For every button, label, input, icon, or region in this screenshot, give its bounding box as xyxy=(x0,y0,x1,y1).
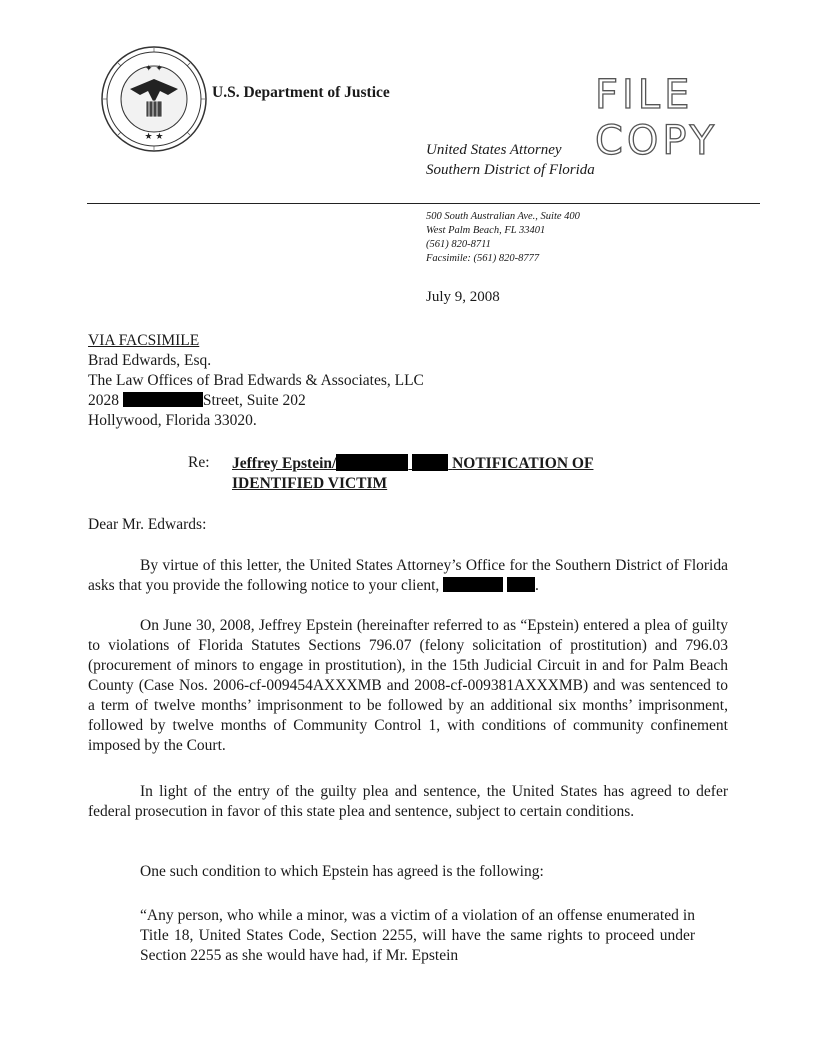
file-copy-stamp: FILE COPY xyxy=(595,72,719,164)
recipient-firm: The Law Offices of Brad Edwards & Associates, LLC xyxy=(88,372,424,389)
paragraph-3 xyxy=(88,782,728,822)
recipient-city: Hollywood, Florida 33020. xyxy=(88,412,257,429)
redaction-bar xyxy=(123,392,203,407)
re-subject-notice: NOTIFICATION OF xyxy=(452,455,594,472)
address-street: 500 South Australian Ave., Suite 400 xyxy=(426,211,580,222)
office-title: United States Attorney xyxy=(426,142,562,158)
paragraph-4-text: One such condition to which Epstein has agreed is the following: xyxy=(140,863,544,880)
department-name: U.S. Department of Justice xyxy=(212,84,390,101)
paragraph-2-text: On June 30, 2008, Jeffrey Epstein (hereinafter referred to as “Epstein) entered a plea of guilty to violations of Florida Statutes Sections 796.07 (felony solicitation of prostitution) and 796.03 (procurement of minors to engage in prostitution), in the 15th Judicial Circuit in and for Palm Beach County (Case Nos. 2006-cf-009454AXXXMB and 2008-cf-009381AXXXMB) and was sentenced to a term of twelve months’ imprisonment to be followed by an additional six months’ imprisonment, followed by twelve months of Community Control 1, with conditions of community confinement imposed by the Court. xyxy=(88,617,728,754)
street-number: 2028 xyxy=(88,392,119,409)
recipient-street xyxy=(88,391,424,411)
svg-text:✦ ✦: ✦ ✦ xyxy=(145,64,163,74)
redaction-bar xyxy=(412,454,448,471)
redaction-bar xyxy=(507,577,535,592)
address-phone: (561) 820-8711 xyxy=(426,239,491,250)
address-city: West Palm Beach, FL 33401 xyxy=(426,225,546,236)
letter-date: July 9, 2008 xyxy=(426,289,500,305)
office-address xyxy=(426,210,580,266)
header-divider xyxy=(87,203,760,204)
re-line-1 xyxy=(232,454,593,474)
re-label: Re: xyxy=(188,454,210,471)
doj-seal-logo xyxy=(100,45,208,153)
svg-text:★ ★: ★ ★ xyxy=(144,132,164,142)
quoted-condition: “Any person, who while a minor, was a victim of a violation of an offense enumerated in Title 18, United States Code, Section 2255, will have the same rights to proceed under Section 2255 as she would have had, if Mr. Epstein xyxy=(140,907,695,964)
re-subject-name: Jeffrey Epstein/ xyxy=(232,455,337,472)
redaction-bar xyxy=(443,577,503,592)
re-line-2: IDENTIFIED VICTIM xyxy=(232,475,388,492)
address-fax: Facsimile: (561) 820-8777 xyxy=(426,253,540,264)
paragraph-4 xyxy=(88,862,728,882)
office-block xyxy=(426,140,595,180)
recipient-block xyxy=(88,331,424,431)
paragraph-3-text: In light of the entry of the guilty plea and sentence, the United States has agreed to defer federal prosecution in favor of this state plea and sentence, subject to certain conditions. xyxy=(88,783,728,820)
street-suffix: Street, Suite 202 xyxy=(202,392,306,409)
redaction-bar xyxy=(336,454,408,471)
paragraph-2 xyxy=(88,616,728,756)
office-district: Southern District of Florida xyxy=(426,162,595,178)
delivery-method: VIA FACSIMILE xyxy=(88,332,200,349)
recipient-name: Brad Edwards, Esq. xyxy=(88,352,212,369)
paragraph-1: By virtue of this letter, the United States Attorney’s Office for the Southern District of Florida asks that you provide the following notice to your client, . xyxy=(88,557,728,594)
paragraph-1-text: By virtue of this letter, the United States Attorney’s Office for the Southern District of Florida asks that you provide the following notice to your client, xyxy=(88,557,728,594)
salutation: Dear Mr. Edwards: xyxy=(88,516,207,533)
re-subject xyxy=(232,454,593,494)
